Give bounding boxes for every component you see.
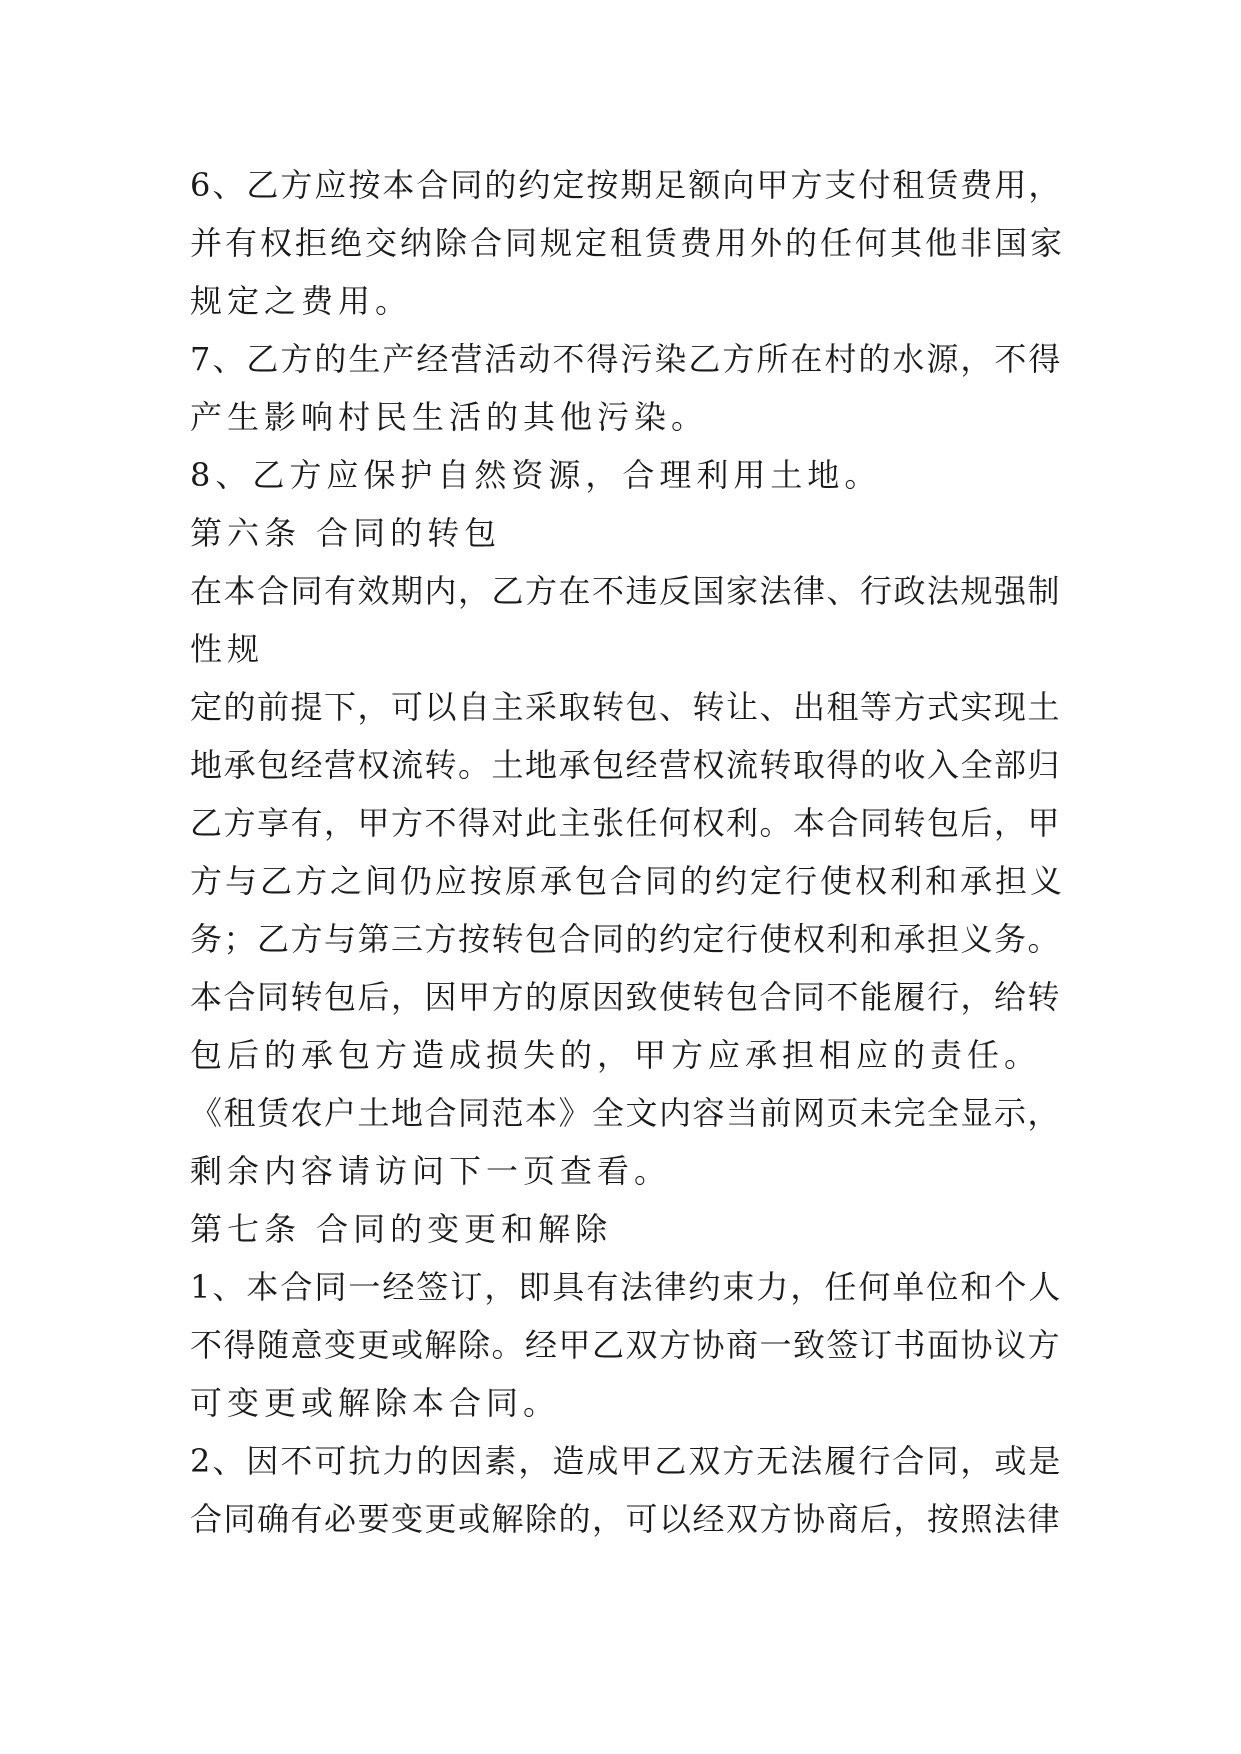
text-line: 本合同转包后，因甲方的原因致使转包合同不能履行，给转: [190, 978, 1062, 1016]
text-line: 6、乙方应按本合同的约定按期足额向甲方支付租赁费用，: [190, 166, 1063, 204]
section-heading: 第七条 合同的变更和解除: [190, 1210, 613, 1248]
text-line: 性规: [190, 630, 265, 668]
text-line: 《租赁农户土地合同范本》全文内容当前网页未完全显示，: [190, 1094, 1062, 1132]
text-line: 7、乙方的生产经营活动不得污染乙方所在村的水源，不得: [190, 340, 1063, 378]
text-line: 乙方享有，甲方不得对此主张任何权利。本合同转包后，甲: [190, 804, 1062, 842]
document-body: [190, 156, 1070, 1548]
text-line: 剩余内容请访问下一页查看。: [190, 1152, 672, 1190]
text-line: 产生影响村民生活的其他污染。: [190, 398, 709, 436]
text-line: 规定之费用。: [190, 282, 413, 320]
text-line: 在本合同有效期内，乙方在不违反国家法律、行政法规强制: [190, 572, 1062, 610]
text-line: 合同确有必要变更或解除的，可以经双方协商后，按照法律: [190, 1500, 1062, 1538]
text-line: 2、因不可抗力的因素，造成甲乙双方无法履行合同，或是: [190, 1442, 1063, 1480]
text-line: 地承包经营权流转。土地承包经营权流转取得的收入全部归: [190, 746, 1062, 784]
text-line: 包后的承包方造成损失的，甲方应承担相应的责任。: [190, 1036, 1042, 1074]
text-line: 并有权拒绝交纳除合同规定租赁费用外的任何其他非国家: [190, 224, 1066, 262]
text-line: 不得随意变更或解除。经甲乙双方协商一致签订书面协议方: [190, 1326, 1062, 1364]
text-line: 定的前提下，可以自主采取转包、转让、出租等方式实现土: [190, 688, 1062, 726]
text-line: 1、本合同一经签订，即具有法律约束力，任何单位和个人: [190, 1268, 1063, 1306]
text-line: 8、乙方应保护自然资源，合理利用土地。: [190, 456, 882, 494]
text-line: 方与乙方之间仍应按原承包合同的约定行使权利和承担义: [190, 862, 1066, 900]
text-line: 可变更或解除本合同。: [190, 1384, 561, 1422]
section-heading: 第六条 合同的转包: [190, 514, 502, 552]
text-line: 务；乙方与第三方按转包合同的约定行使权利和承担义务。: [190, 920, 1062, 958]
